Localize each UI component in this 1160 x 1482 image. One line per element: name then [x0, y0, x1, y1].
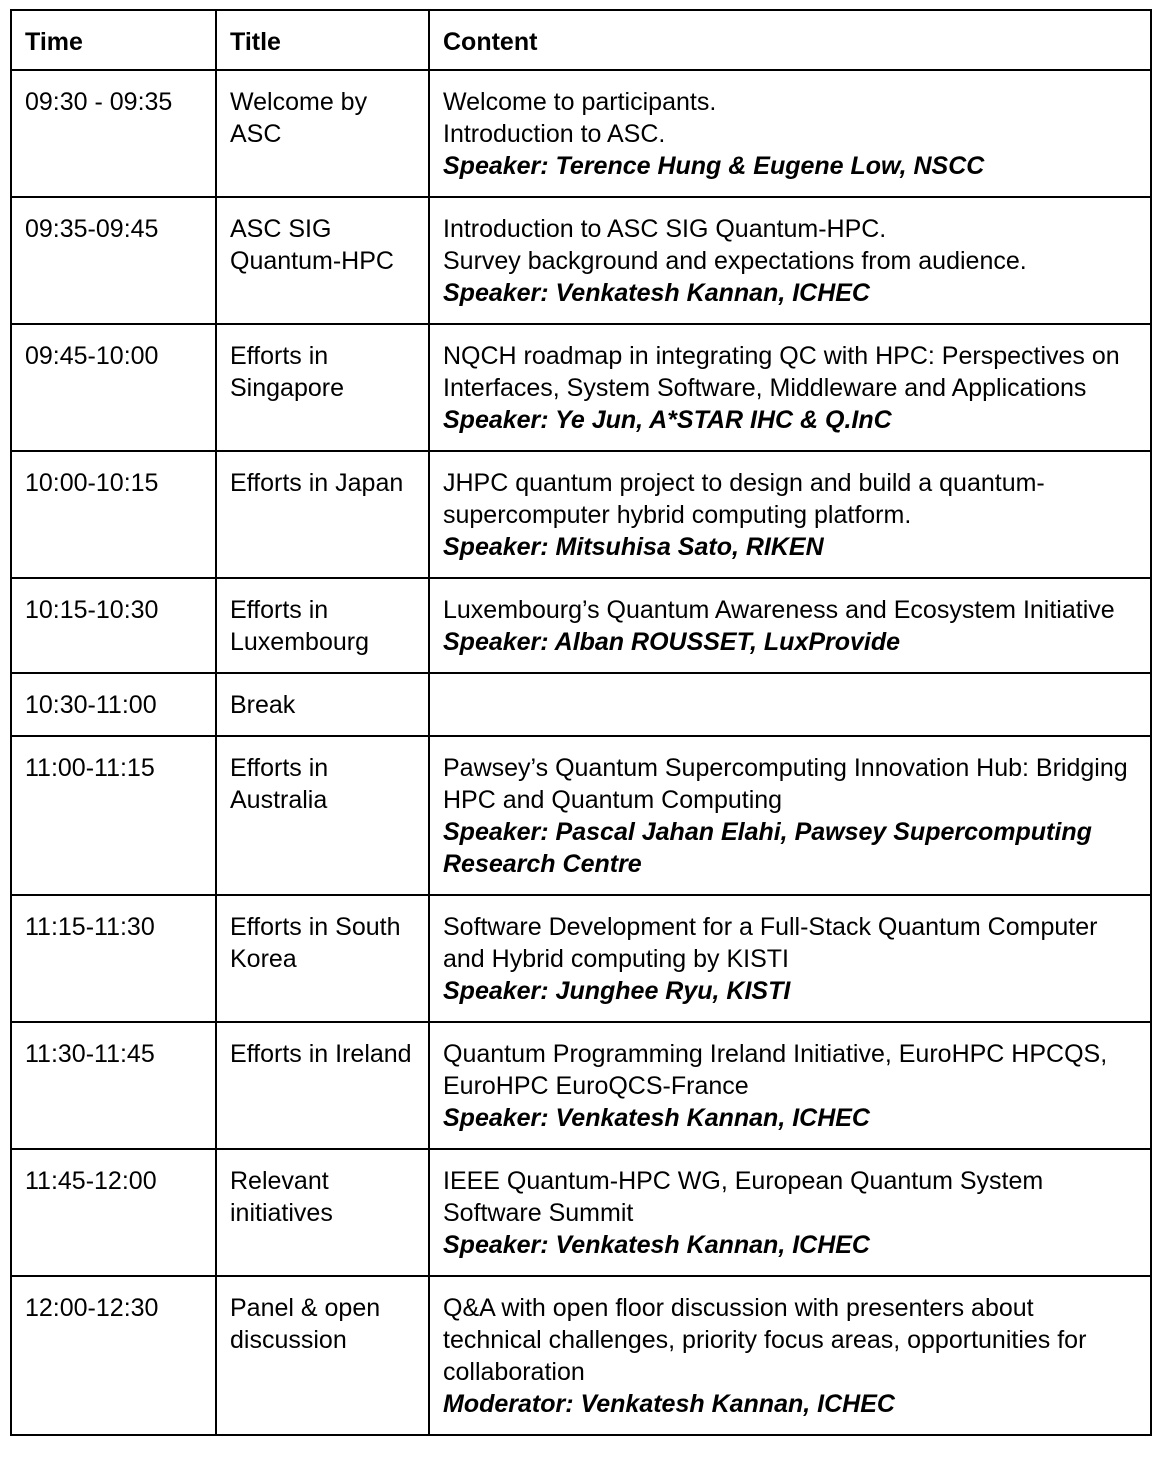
content-cell	[429, 895, 1151, 1022]
table-row	[11, 736, 1151, 895]
header-title: Title	[216, 10, 429, 70]
time-cell: 10:00-10:15	[11, 451, 216, 578]
title-cell: Welcome by ASC	[216, 70, 429, 197]
content-cell	[429, 1276, 1151, 1435]
time-cell: 09:35-09:45	[11, 197, 216, 324]
agenda-table	[10, 9, 1152, 1436]
speaker-label: Speaker: Venkatesh Kannan, ICHEC	[443, 1231, 870, 1259]
content-cell	[429, 1149, 1151, 1276]
content-cell	[429, 578, 1151, 673]
time-cell: 12:00-12:30	[11, 1276, 216, 1435]
table-row	[11, 1022, 1151, 1149]
time-cell: 11:30-11:45	[11, 1022, 216, 1149]
speaker-label: Speaker: Alban ROUSSET, LuxProvide	[443, 628, 901, 656]
speaker-label: Speaker: Venkatesh Kannan, ICHEC	[443, 1104, 870, 1132]
speaker-label: Speaker: Terence Hung & Eugene Low, NSCC	[443, 152, 985, 180]
time-cell: 09:45-10:00	[11, 324, 216, 451]
time-cell: 11:45-12:00	[11, 1149, 216, 1276]
content-cell	[429, 197, 1151, 324]
content-line: Introduction to ASC.	[443, 120, 666, 148]
table-row	[11, 1276, 1151, 1435]
time-cell: 11:00-11:15	[11, 736, 216, 895]
title-cell: Efforts in South Korea	[216, 895, 429, 1022]
content-line: Software Development for a Full-Stack Quantum Computer and Hybrid computing by KISTI	[443, 913, 1098, 973]
title-cell: Efforts in Japan	[216, 451, 429, 578]
content-line: Survey background and expectations from audience.	[443, 247, 1027, 275]
title-cell: Panel & open discussion	[216, 1276, 429, 1435]
content-line: Welcome to participants.	[443, 88, 717, 116]
time-cell: 09:30 - 09:35	[11, 70, 216, 197]
title-cell: Efforts in Australia	[216, 736, 429, 895]
title-cell: Efforts in Singapore	[216, 324, 429, 451]
content-cell	[429, 70, 1151, 197]
content-line: Introduction to ASC SIG Quantum-HPC.	[443, 215, 887, 243]
content-cell	[429, 736, 1151, 895]
title-cell: Break	[216, 673, 429, 736]
header-row	[11, 10, 1151, 70]
title-cell: Efforts in Ireland	[216, 1022, 429, 1149]
table-row	[11, 324, 1151, 451]
content-line: NQCH roadmap in integrating QC with HPC: Perspectives on Interfaces, System Software, Middleware and Applications	[443, 342, 1120, 402]
title-cell: Efforts in Luxembourg	[216, 578, 429, 673]
content-line: Luxembourg’s Quantum Awareness and Ecosystem Initiative	[443, 596, 1115, 624]
speaker-label: Speaker: Venkatesh Kannan, ICHEC	[443, 279, 870, 307]
table-row	[11, 70, 1151, 197]
time-cell: 10:15-10:30	[11, 578, 216, 673]
title-cell: Relevant initiatives	[216, 1149, 429, 1276]
speaker-label: Speaker: Pascal Jahan Elahi, Pawsey Supercomputing Research Centre	[443, 818, 1092, 878]
table-row	[11, 197, 1151, 324]
header-time: Time	[11, 10, 216, 70]
table-row	[11, 1149, 1151, 1276]
content-line: IEEE Quantum-HPC WG, European Quantum System Software Summit	[443, 1167, 1044, 1227]
content-line: Pawsey’s Quantum Supercomputing Innovation Hub: Bridging HPC and Quantum Computing	[443, 754, 1128, 814]
content-cell	[429, 451, 1151, 578]
content-cell	[429, 324, 1151, 451]
speaker-label: Speaker: Ye Jun, A*STAR IHC & Q.InC	[443, 406, 892, 434]
content-cell	[429, 1022, 1151, 1149]
content-line: Q&A with open floor discussion with presenters about technical challenges, priority focus areas, opportunities for collaboration	[443, 1294, 1087, 1386]
speaker-label: Speaker: Junghee Ryu, KISTI	[443, 977, 791, 1005]
title-cell: ASC SIG Quantum-HPC	[216, 197, 429, 324]
speaker-label: Moderator: Venkatesh Kannan, ICHEC	[443, 1390, 895, 1418]
content-line: JHPC quantum project to design and build a quantum-supercomputer hybrid computing platform.	[443, 469, 1045, 529]
content-line: Quantum Programming Ireland Initiative, EuroHPC HPCQS, EuroHPC EuroQCS-France	[443, 1040, 1108, 1100]
time-cell: 11:15-11:30	[11, 895, 216, 1022]
header-content: Content	[429, 10, 1151, 70]
speaker-label: Speaker: Mitsuhisa Sato, RIKEN	[443, 533, 824, 561]
table-row	[11, 895, 1151, 1022]
table-row	[11, 673, 1151, 736]
agenda-body	[11, 70, 1151, 1435]
table-row	[11, 451, 1151, 578]
time-cell: 10:30-11:00	[11, 673, 216, 736]
content-cell	[429, 673, 1151, 736]
table-row	[11, 578, 1151, 673]
